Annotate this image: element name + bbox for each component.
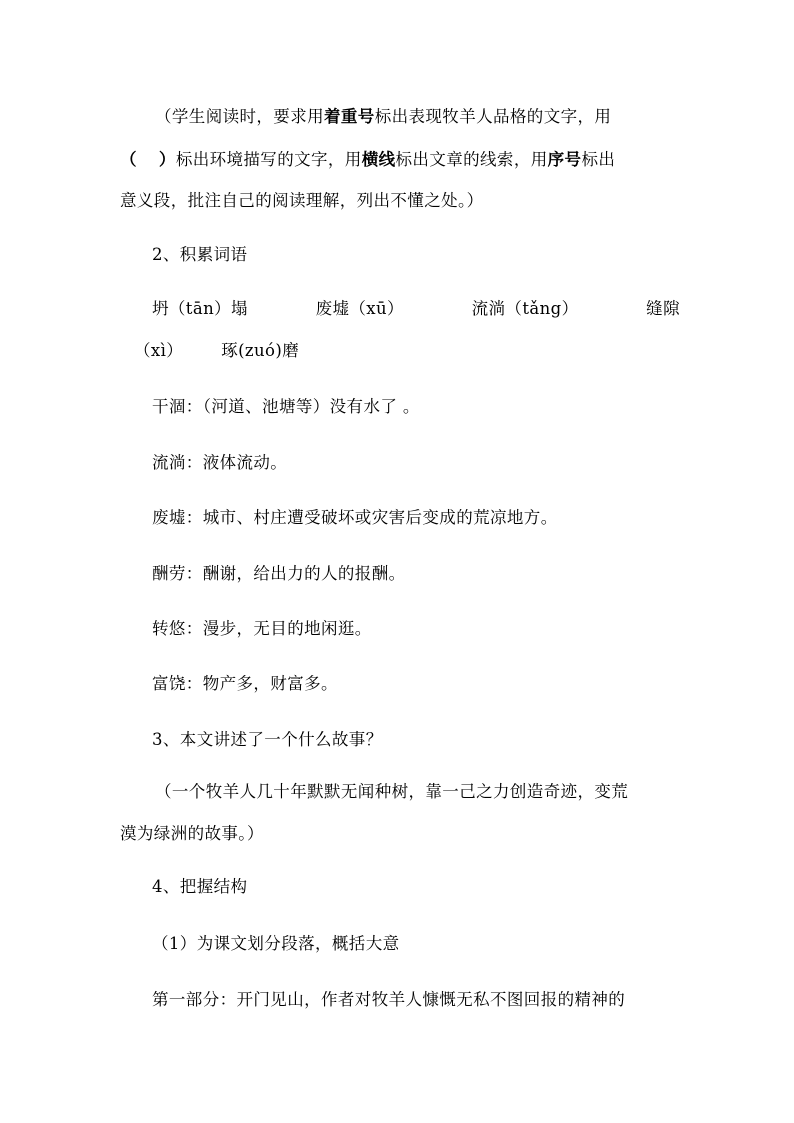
section-3-answer-line-2: 漠为绿洲的故事。） (120, 824, 264, 843)
section-2-heading: 2、积累词语 (152, 245, 248, 264)
intro-text-4: 标出文章的线索，用 (395, 150, 548, 169)
vocab-words-line-2 (134, 340, 694, 362)
intro-bold-numbering: 序号 (547, 150, 582, 169)
vocab-word-5: 琢(zuó)磨 (221, 341, 300, 360)
definition-2: 流淌：液体流动。 (152, 453, 288, 472)
vocab-word-4: 缝隙 (646, 299, 680, 318)
section-4-heading: 4、把握结构 (152, 877, 248, 896)
intro-text-5: 标出 (581, 150, 616, 169)
intro-paren-open: （ (120, 150, 137, 169)
intro-bold-emphasis-dots: 着重号 (324, 107, 375, 126)
intro-text-2: 标出表现牧羊人品格的文字，用 (374, 107, 612, 126)
vocab-word-3: 流淌（tǎng） (471, 299, 579, 318)
definition-4: 酬劳：酬谢，给出力的人的报酬。 (152, 564, 406, 583)
vocab-word-4-pinyin: （xì） (134, 341, 184, 360)
intro-text-3: 标出环境描写的文字，用 (175, 150, 362, 169)
definition-1: 干涸：（河道、池塘等）没有水了 。 (152, 397, 420, 416)
section-3-answer-line-1: （一个牧羊人几十年默默无闻种树，靠一己之力创造奇迹，变荒 (155, 782, 629, 801)
section-4-subheading-1: （1）为课文划分段落，概括大意 (152, 934, 400, 953)
vocab-word-2: 废墟（xū） (315, 299, 404, 318)
intro-text-1: （学生阅读时，要求用 (155, 107, 324, 126)
intro-line-3: 意义段，批注自己的阅读理解，列出不懂之处。） (120, 191, 484, 210)
definition-5: 转悠：漫步，无目的地闲逛。 (152, 619, 372, 638)
definition-6: 富饶：物产多，财富多。 (152, 674, 338, 693)
section-3-heading: 3、本文讲述了一个什么故事？ (152, 730, 383, 749)
intro-line-2 (120, 149, 680, 171)
definition-3: 废墟：城市、村庄遭受破坏或灾害后变成的荒凉地方。 (152, 508, 558, 527)
intro-bold-underline: 横线 (361, 150, 396, 169)
vocab-word-1: 坍（tān）塌 (152, 299, 248, 318)
vocab-words-line-1 (152, 298, 680, 320)
intro-line-1 (155, 106, 680, 128)
section-4-part-1: 第一部分：开门见山，作者对牧羊人慷慨无私不图回报的精神的 (152, 990, 626, 1009)
intro-paren-close: ） (158, 150, 176, 169)
